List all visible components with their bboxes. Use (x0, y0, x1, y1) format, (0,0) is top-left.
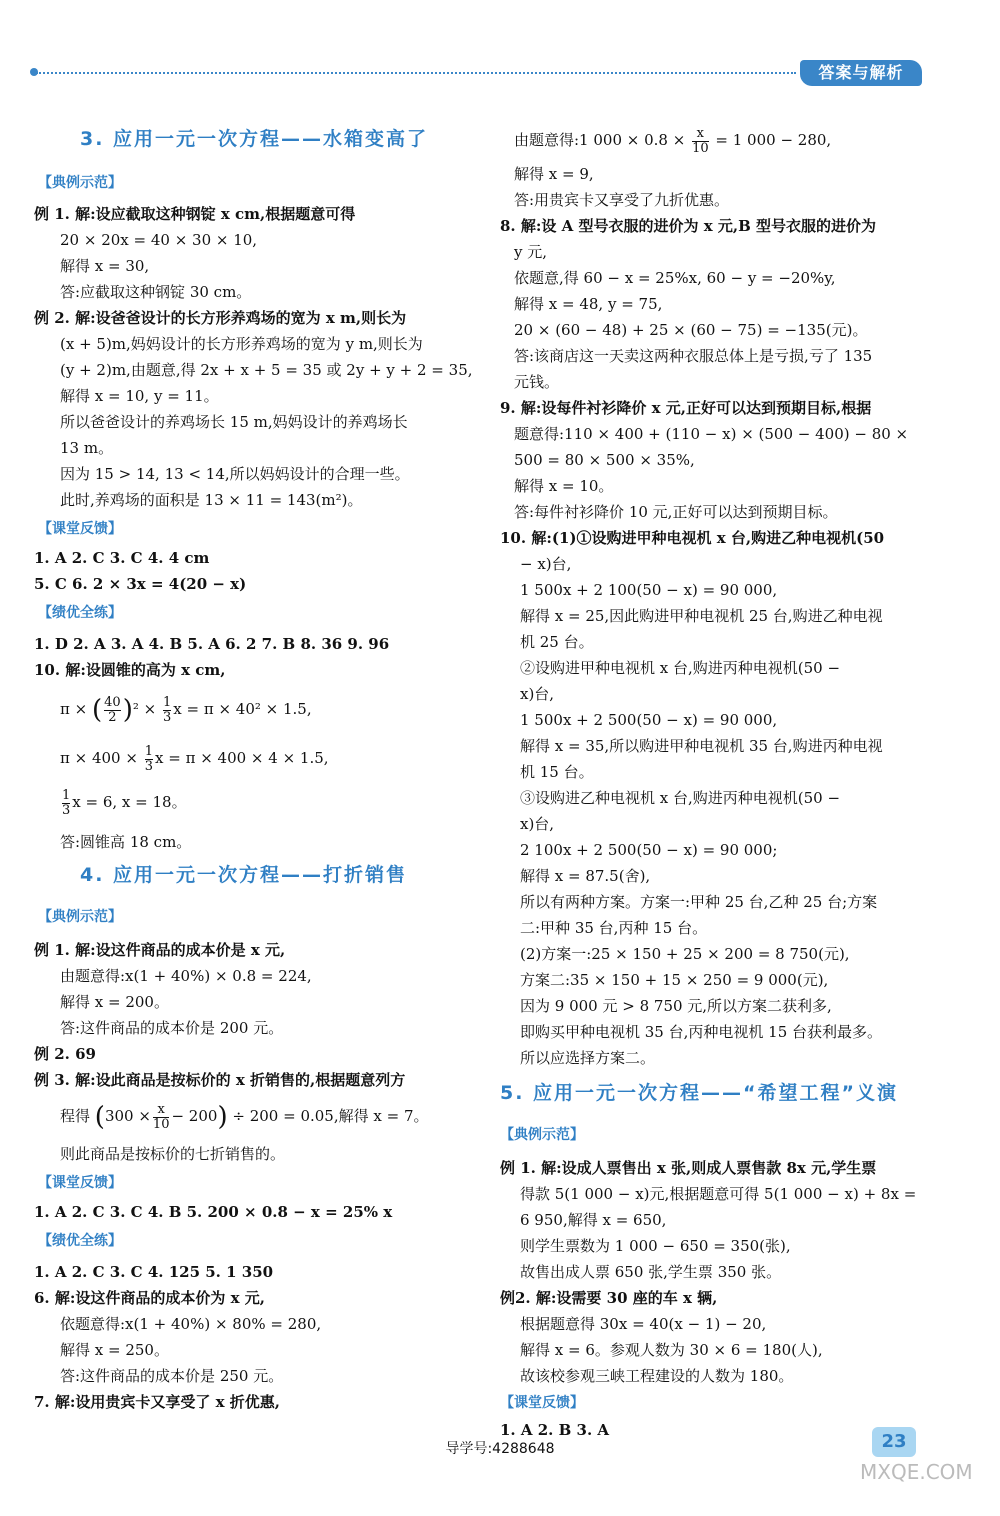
section-5-example-tag: 【典例示范】 (500, 1127, 584, 1143)
s3-line: 因为 15 > 14, 13 < 14,所以妈妈设计的合理一些。 (60, 465, 410, 483)
frac-den: 3 (144, 758, 153, 774)
s5-line: 故该校参观三峡工程建设的人数为 180。 (520, 1367, 794, 1385)
s4-practice-line: 6. 解:设这件商品的成本价为 x 元, (34, 1289, 266, 1307)
r-line: 二:甲种 35 台,丙种 15 台。 (520, 919, 708, 937)
r-line: 10. 解:(1)①设购进甲种电视机 x 台,购进乙种电视机(50 (500, 529, 885, 547)
eq-text: x = 6, x = 18。 (72, 793, 187, 811)
s3-practice-line: 10. 解:设圆锥的高为 x cm, (34, 661, 226, 679)
s5-line: 根据题意得 30x = 40(x − 1) − 20, (520, 1315, 767, 1333)
r-line: 解得 x = 25,因此购进甲种电视机 25 台,购进乙种电视 (520, 607, 883, 625)
s4-line: 答:这件商品的成本价是 200 元。 (60, 1019, 284, 1037)
s4-line: 例 3. 解:设此商品是按标价的 x 折销售的,根据题意列方 (34, 1071, 406, 1089)
section-3-title: 3. 应用一元一次方程——水箱变高了 (80, 128, 429, 150)
frac-num: x (696, 125, 705, 141)
eq-text: ² × (132, 700, 157, 718)
s4-line: 解得 x = 200。 (60, 993, 169, 1011)
eq-text: x = π × 400 × 4 × 1.5, (155, 749, 329, 767)
section-3-example-tag: 【典例示范】 (38, 175, 122, 191)
cone-equation-2 (34, 740, 329, 776)
r-line: 500 = 80 × 500 × 35%, (514, 451, 695, 469)
r-line: y 元, (514, 243, 548, 261)
frac-num: 1 (62, 787, 71, 803)
s5-feedback-line: 1. A 2. B 3. A (500, 1421, 610, 1439)
r-line: 1 500x + 2 100(50 − x) = 90 000, (520, 581, 778, 599)
r-line: ③设购进乙种电视机 x 台,购进丙种电视机(50 − (520, 789, 841, 807)
s5-line: 6 950,解得 x = 650, (520, 1211, 667, 1229)
watermark: MXQE.COM (860, 1460, 973, 1484)
r-line: x)台, (520, 685, 555, 703)
section-4-title: 4. 应用一元一次方程——打折销售 (80, 864, 408, 886)
s5-line: 例 1. 解:设成人票售出 x 张,则成人票售款 8x 元,学生票 (500, 1159, 877, 1177)
paren-close: ) (217, 1102, 228, 1132)
r-line: 9. 解:设每件衬衫降价 x 元,正好可以达到预期目标,根据 (500, 399, 872, 417)
cone-equation-3 (34, 784, 187, 820)
fraction-1-3 (163, 696, 171, 725)
r-line: 因为 9 000 元 > 8 750 元,所以方案二获利多, (520, 997, 832, 1015)
s3-line: 所以爸爸设计的养鸡场长 15 m,妈妈设计的养鸡场长 (60, 413, 408, 431)
section-5-title: 5. 应用一元一次方程——“希望工程”义演 (500, 1082, 899, 1104)
r-line: (2)方案一:25 × 150 + 25 × 200 = 8 750(元), (520, 945, 850, 963)
s4-line: 则此商品是按标价的七折销售的。 (60, 1145, 286, 1163)
section-4-practice-tag: 【绩优全练】 (38, 1233, 122, 1249)
section-3-practice-tag: 【绩优全练】 (38, 605, 122, 621)
s3-line: 解得 x = 10, y = 11。 (60, 387, 219, 405)
frac-den: 2 (104, 710, 121, 725)
r-line: 解得 x = 48, y = 75, (514, 295, 663, 313)
r-line: ②设购进甲种电视机 x 台,购进丙种电视机(50 − (520, 659, 841, 677)
paren-open: ( (94, 1102, 105, 1132)
answer-analysis-badge: 答案与解析 (800, 60, 922, 86)
r-line: 1 500x + 2 500(50 − x) = 90 000, (520, 711, 778, 729)
eq-text: ÷ 200 = 0.05,解得 x = 7。 (232, 1107, 429, 1125)
header-dotted-rule (36, 72, 796, 74)
section-3-feedback-tag: 【课堂反馈】 (38, 521, 122, 537)
r-line: 方案二:35 × 150 + 15 × 250 = 9 000(元), (520, 971, 829, 989)
frac-num: x (157, 1101, 165, 1117)
frac-num: 1 (162, 694, 172, 710)
s4-line: 由题意得:x(1 + 40%) × 0.8 = 224, (60, 967, 312, 985)
r-line: 机 15 台。 (520, 763, 594, 781)
cone-equation-1 (34, 688, 312, 731)
s5-line: 解得 x = 6。参观人数为 30 × 6 = 180(人), (520, 1341, 823, 1359)
s4-feedback-line: 1. A 2. C 3. C 4. B 5. 200 × 0.8 − x = 25% x (34, 1203, 393, 1221)
r-line: 答:用贵宾卡又享受了九折优惠。 (514, 191, 730, 209)
s5-line: 例2. 解:设需要 30 座的车 x 辆, (500, 1289, 718, 1307)
r-line: 元钱。 (514, 373, 560, 391)
r-line: 即购买甲种电视机 35 台,丙种电视机 15 台获利最多。 (520, 1023, 883, 1041)
s3-line: (y + 2)m,由题意,得 2x + x + 5 = 35 或 2y + y + 2 = 35, (60, 361, 473, 379)
s4-practice-line: 7. 解:设用贵宾卡又享受了 x 折优惠, (34, 1393, 281, 1411)
s4-practice-line: 1. A 2. C 3. C 4. 125 5. 1 350 (34, 1263, 274, 1281)
r-line: 答:该商店这一天卖这两种衣服总体上是亏损,亏了 135 (514, 347, 873, 365)
s4-practice-line: 答:这件商品的成本价是 250 元。 (60, 1367, 284, 1385)
s3-line: 此时,养鸡场的面积是 13 × 11 = 143(m²)。 (60, 491, 363, 509)
paren-close: ) (122, 695, 133, 725)
fraction-1-3 (62, 789, 70, 818)
frac-den: 3 (62, 802, 71, 818)
r-line: 20 × (60 − 48) + 25 × (60 − 75) = −135(元)。 (514, 321, 868, 339)
r-line: 依题意,得 60 − x = 25%x, 60 − y = −20%y, (514, 269, 836, 287)
r-line: − x)台, (520, 555, 572, 573)
s3-line: 答:应截取这种钢锭 30 cm。 (60, 283, 252, 301)
r-line: 所以有两种方案。方案一:甲种 25 台,乙种 25 台;方案 (520, 893, 878, 911)
section-4-feedback-tag: 【课堂反馈】 (38, 1175, 122, 1191)
s3-line: 解得 x = 30, (60, 257, 150, 275)
s4-practice-line: 依题意得:x(1 + 40%) × 80% = 280, (60, 1315, 322, 1333)
s3-practice-line: 1. D 2. A 3. A 4. B 5. A 6. 2 7. B 8. 36 9. 96 (34, 635, 390, 653)
s3-feedback-line: 1. A 2. C 3. C 4. 4 cm (34, 549, 210, 567)
s3-feedback-line: 5. C 6. 2 × 3x = 4(20 − x) (34, 575, 247, 593)
section-5-feedback-tag: 【课堂反馈】 (500, 1395, 584, 1411)
eq-text: = 1 000 − 280, (715, 131, 832, 149)
s3-line: (x + 5)m,妈妈设计的长方形养鸡场的宽为 y m,则长为 (60, 335, 423, 353)
section-4-example-tag: 【典例示范】 (38, 909, 122, 925)
fraction-40-2 (104, 696, 121, 725)
s3-line: 例 2. 解:设爸爸设计的长方形养鸡场的宽为 x m,则长为 (34, 309, 407, 327)
eq-text: 程得 (60, 1107, 91, 1125)
frac-num: 1 (144, 743, 153, 759)
s4-line: 例 2. 69 (34, 1045, 96, 1063)
r-line: 题意得:110 × 400 + (110 − x) × (500 − 400) − 80 × (514, 425, 909, 443)
frac-den: 10 (152, 1116, 170, 1132)
s5-line: 故售出成人票 650 张,学生票 350 张。 (520, 1263, 782, 1281)
vip-equation (488, 122, 831, 158)
frac-den: 3 (162, 709, 172, 725)
s5-line: 得款 5(1 000 − x)元,根据题意可得 5(1 000 − x) + 8x = (520, 1185, 917, 1203)
r-line: 机 25 台。 (520, 633, 594, 651)
eq-text: π × 400 × (60, 749, 138, 767)
s3-line: 例 1. 解:设应截取这种钢锭 x cm,根据题意可得 (34, 205, 356, 223)
r-line: 答:每件衬衫降价 10 元,正好可以达到预期目标。 (514, 503, 838, 521)
eq-text: 300 × (104, 1107, 151, 1125)
frac-den: 10 (692, 140, 709, 156)
eq-text: − 200 (171, 1107, 218, 1125)
r-line: x)台, (520, 815, 555, 833)
fraction-1-3 (145, 745, 153, 774)
s3-line: 13 m。 (60, 439, 114, 457)
eq-text: 由题意得:1 000 × 0.8 × (514, 131, 686, 149)
s3-answer-line: 答:圆锥高 18 cm。 (60, 833, 192, 851)
discount-equation (34, 1096, 429, 1137)
s5-line: 则学生票数为 1 000 − 650 = 350(张), (520, 1237, 791, 1255)
s3-line: 20 × 20x = 40 × 30 × 10, (60, 231, 258, 249)
r-line: 8. 解:设 A 型号衣服的进价为 x 元,B 型号衣服的进价为 (500, 217, 877, 235)
eq-text: x = π × 40² × 1.5, (173, 700, 312, 718)
r-line: 2 100x + 2 500(50 − x) = 90 000; (520, 841, 778, 859)
r-line: 解得 x = 87.5(舍), (520, 867, 651, 885)
r-line: 解得 x = 35,所以购进甲种电视机 35 台,购进丙种电视 (520, 737, 883, 755)
paren-open: ( (91, 695, 103, 725)
guide-number: 导学号:4288648 (445, 1441, 555, 1457)
eq-text: π × (60, 700, 88, 718)
r-line: 所以应选择方案二。 (520, 1049, 656, 1067)
s4-practice-line: 解得 x = 250。 (60, 1341, 169, 1359)
fraction-x-10 (692, 127, 709, 156)
s4-line: 例 1. 解:设这件商品的成本价是 x 元, (34, 941, 286, 959)
fraction-x-10 (153, 1103, 170, 1132)
r-line: 解得 x = 9, (514, 165, 594, 183)
r-line: 解得 x = 10。 (514, 477, 614, 495)
page-number: 23 (872, 1427, 916, 1457)
frac-num: 40 (104, 694, 121, 710)
